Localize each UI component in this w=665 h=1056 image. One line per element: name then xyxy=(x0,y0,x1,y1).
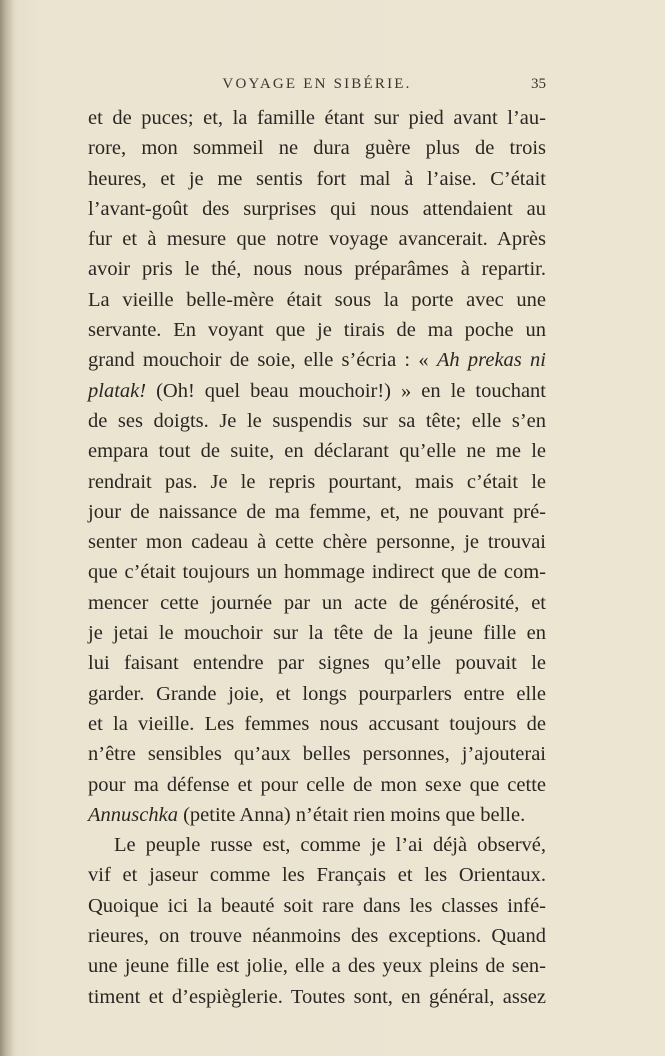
text-line-15: senter mon cadeau à cette chère personne, je trouvai xyxy=(88,531,546,554)
italic-phrase: Annuschka xyxy=(88,803,178,826)
text-line-7: La vieille belle-mère était sous la porte avec une xyxy=(88,288,546,311)
text-line-12: empara tout de suite, en déclarant qu’elle ne me le xyxy=(88,440,546,463)
running-head xyxy=(88,76,546,100)
text-line-4: l’avant-goût des surprises qui nous attendaient au xyxy=(88,197,546,220)
text-line-25: Le peuple russe est, comme je l’ai déjà observé, xyxy=(114,834,546,857)
text-line-30: timent et d’espièglerie. Toutes sont, en général, assez xyxy=(88,985,546,1008)
italic-phrase: platak! xyxy=(88,379,147,402)
body-text xyxy=(88,103,546,1012)
text-line-23: pour ma défense et pour celle de mon sexe que cette xyxy=(88,773,546,796)
text-line-28: rieures, on trouve néanmoins des exceptions. Quand xyxy=(88,925,546,948)
text-line-17: mencer cette journée par un acte de générosité, et xyxy=(88,591,546,614)
running-title: VOYAGE EN SIBÉRIE. xyxy=(222,76,412,92)
italic-phrase: Ah prekas ni xyxy=(436,349,546,372)
text-line-8: servante. En voyant que je tirais de ma poche un xyxy=(88,319,546,342)
text-line-27: Quoique ici la beauté soit rare dans les classes infé- xyxy=(88,894,546,917)
text-line-11: de ses doigts. Je le suspendis sur sa tête; elle s’en xyxy=(88,409,546,432)
text-line-9: grand mouchoir de soie, elle s’écria : « Ah prekas ni xyxy=(88,349,546,372)
text-line-10: platak! (Oh! quel beau mouchoir!) » en le touchant xyxy=(88,379,546,402)
text-line-3: heures, et je me sentis fort mal à l’aise. C’était xyxy=(88,167,546,190)
text-line-14: jour de naissance de ma femme, et, ne pouvant pré- xyxy=(88,500,546,523)
text-line-16: que c’était toujours un hommage indirect que de com- xyxy=(88,561,546,584)
text-line-19: lui faisant entendre par signes qu’elle pouvait le xyxy=(88,652,546,675)
text-line-21: et la vieille. Les femmes nous accusant toujours de xyxy=(88,712,546,735)
text-line-20: garder. Grande joie, et longs pourparlers entre elle xyxy=(88,682,546,705)
binding-gutter-shadow xyxy=(0,0,14,1056)
text-line-22: n’être sensibles qu’aux belles personnes, j’ajouterai xyxy=(88,743,546,766)
text-line-2: rore, mon sommeil ne dura guère plus de trois xyxy=(88,137,546,160)
text-line-29: une jeune fille est jolie, elle a des yeux pleins de sen- xyxy=(88,955,546,978)
text-line-6: avoir pris le thé, nous nous préparâmes à repartir. xyxy=(88,258,546,281)
text-line-18: je jetai le mouchoir sur la tête de la jeune fille en xyxy=(88,622,546,645)
page-number: 35 xyxy=(531,76,546,92)
text-line-1: et de puces; et, la famille étant sur pied avant l’au- xyxy=(88,107,546,129)
text-line-24: Annuschka (petite Anna) n’était rien moins que belle. xyxy=(88,803,526,826)
text-line-13: rendrait pas. Je le repris pourtant, mais c’était le xyxy=(88,470,546,493)
text-line-26: vif et jaseur comme les Français et les Orientaux. xyxy=(88,864,546,887)
text-line-5: fur et à mesure que notre voyage avancerait. Après xyxy=(88,228,546,251)
